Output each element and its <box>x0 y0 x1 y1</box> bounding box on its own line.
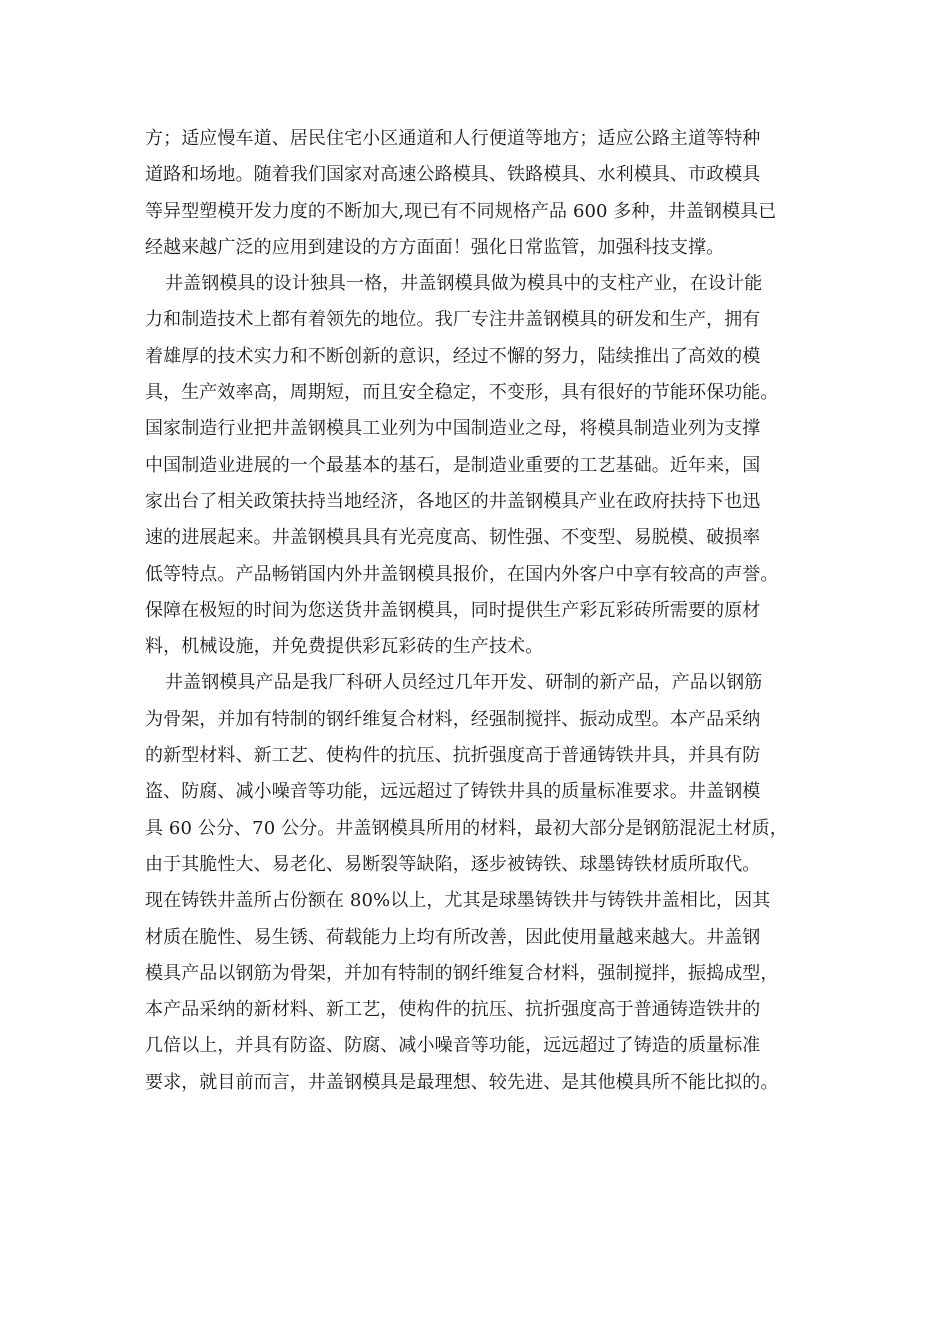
paragraph-1 <box>145 121 805 266</box>
text-line: 等异型塑模开发力度的不断加大,现已有不同规格产品 600 多种，井盖钢模具已 <box>145 200 777 222</box>
text-line: 本产品采纳的新材料、新工艺，使构件的抗压、抗折强度高于普通铸造铁井的 <box>145 999 761 1021</box>
text-line: 几倍以上，并具有防盗、防腐、减小噪音等功能，远远超过了铸造的质量标准 <box>145 1035 761 1057</box>
text-line: 道路和场地。随着我们国家对高速公路模具、铁路模具、水利模具、市政模具 <box>145 164 761 186</box>
text-line: 中国制造业进展的一个最基本的基石，是制造业重要的工艺基础。近年来，国 <box>145 454 761 476</box>
text-line: 的新型材料、新工艺、使构件的抗压、抗折强度高于普通铸铁井具，并具有防 <box>145 745 761 767</box>
text-line: 为骨架，并加有特制的钢纤维复合材料，经强制搅拌、振动成型。本产品采纳 <box>145 708 761 730</box>
paragraph-3 <box>145 665 805 1101</box>
text-line: 井盖钢模具产品是我厂科研人员经过几年开发、研制的新产品，产品以钢筋 <box>165 672 763 694</box>
document-body <box>145 121 805 1101</box>
text-line: 具 60 公分、70 公分。井盖钢模具所用的材料，最初大部分是钢筋混泥土材质， <box>145 817 788 839</box>
text-line: 速的进展起来。井盖钢模具具有光亮度高、韧性强、不变型、易脱模、破损率 <box>145 527 761 549</box>
text-line: 材质在脆性、易生锈、荷载能力上均有所改善，因此使用量越来越大。井盖钢 <box>145 926 761 948</box>
text-line: 家出台了相关政策扶持当地经济，各地区的井盖钢模具产业在政府扶持下也迅 <box>145 490 761 512</box>
text-line: 现在铸铁井盖所占份额在 80%以上，尤其是球墨铸铁井与铸铁井盖相比，因其 <box>145 890 771 912</box>
text-line: 低等特点。产品畅销国内外井盖钢模具报价，在国内外客户中享有较高的声誉。 <box>145 563 779 585</box>
text-line: 国家制造行业把井盖钢模具工业列为中国制造业之母，将模具制造业列为支撑 <box>145 418 761 440</box>
text-line: 着雄厚的技术实力和不断创新的意识，经过不懈的努力，陆续推出了高效的模 <box>145 345 761 367</box>
text-line: 由于其脆性大、易老化、易断裂等缺陷，逐步被铸铁、球墨铸铁材质所取代。 <box>145 853 761 875</box>
text-line: 力和制造技术上都有着领先的地位。我厂专注井盖钢模具的研发和生产，拥有 <box>145 309 761 331</box>
text-line: 模具产品以钢筋为骨架，并加有特制的钢纤维复合材料，强制搅拌，振捣成型， <box>145 962 779 984</box>
text-line: 保障在极短的时间为您送货井盖钢模具，同时提供生产彩瓦彩砖所需要的原材 <box>145 599 761 621</box>
text-line: 井盖钢模具的设计独具一格，井盖钢模具做为模具中的支柱产业，在设计能 <box>165 273 763 295</box>
text-line: 具，生产效率高，周期短，而且安全稳定，不变形，具有很好的节能环保功能。 <box>145 382 779 404</box>
paragraph-2 <box>145 266 805 665</box>
text-line: 方；适应慢车道、居民住宅小区通道和人行便道等地方；适应公路主道等特种 <box>145 128 761 149</box>
text-line: 料，机械设施，并免费提供彩瓦彩砖的生产技术。 <box>145 636 544 658</box>
text-line: 经越来越广泛的应用到建设的方方面面！强化日常监管，加强科技支撑。 <box>145 236 725 258</box>
text-line: 要求，就目前而言，井盖钢模具是最理想、较先进、是其他模具所不能比拟的。 <box>145 1071 779 1093</box>
text-line: 盗、防腐、减小噪音等功能，远远超过了铸铁井具的质量标准要求。井盖钢模 <box>145 781 761 803</box>
